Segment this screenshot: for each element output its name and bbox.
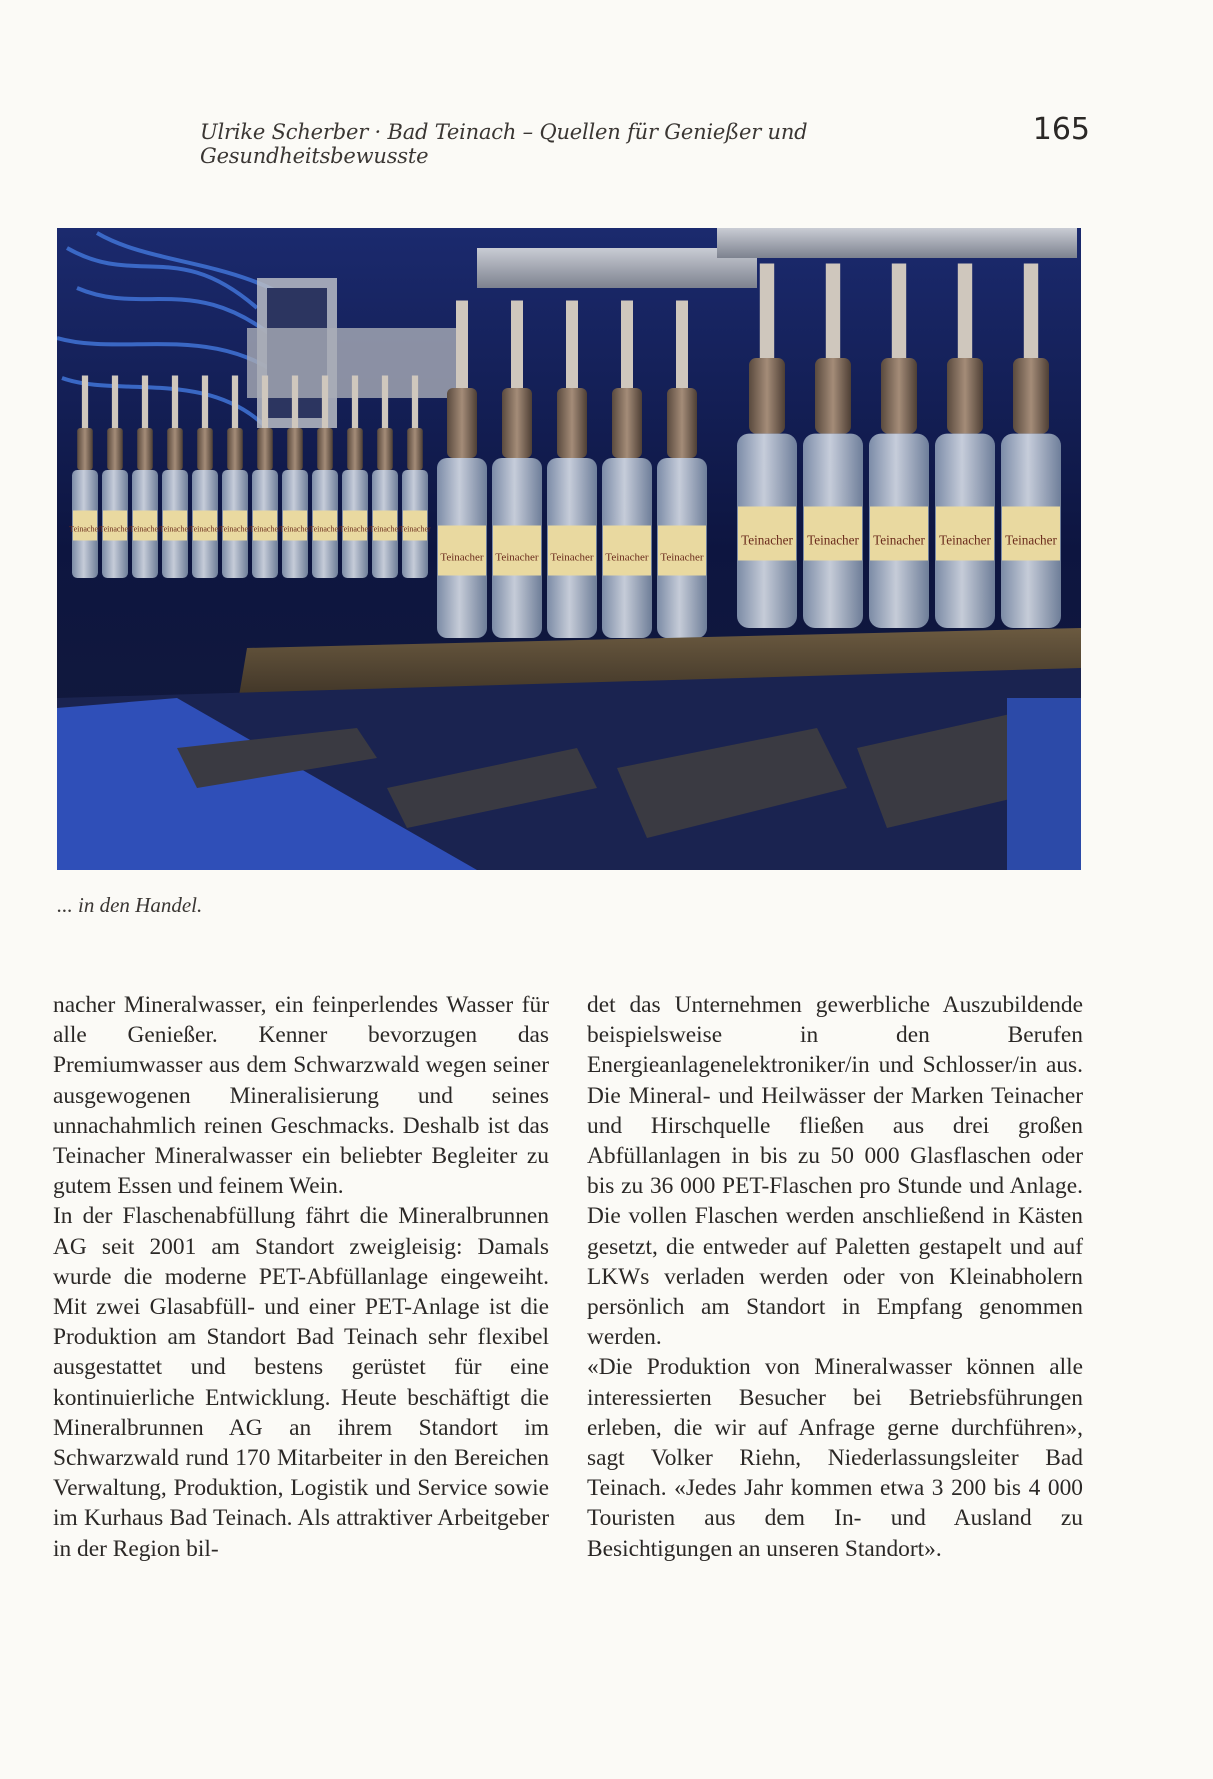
running-title: Ulrike Scherber · Bad Teinach – Quellen für Genießer und Gesundheitsbewusste	[200, 120, 808, 168]
bottle-label-text: Teinacher	[309, 524, 341, 534]
bottle-label-text: Teinacher	[399, 524, 431, 534]
paragraph: nacher Mineralwasser, ein feinperlendes Wasser für alle Genießer. Kenner bevorzugen das Premiumwasser aus dem Schwarzwald wegen seiner ausgewogenen Mineralisierung und seines unnachahmlich reinen Geschmacks. Deshalb ist das Teinacher Mineralwasser ein beliebter Begleiter zu gutem Essen und feinem Wein.	[53, 992, 549, 1200]
text-column-left	[53, 990, 549, 1564]
bottle-label-text: Teinacher	[159, 524, 191, 534]
bottle-label-text: Teinacher	[1005, 532, 1057, 548]
bottle-label-text: Teinacher	[369, 524, 401, 534]
bottling-plant-illustration	[57, 228, 1081, 870]
bottle-label-text: Teinacher	[873, 532, 925, 548]
bottle-label-text: Teinacher	[249, 524, 281, 534]
page-number: 165	[1032, 112, 1090, 147]
paragraph: det das Unternehmen gewerbliche Auszubildende beispielsweise in den Berufen Energieanlagenelektroniker/in und Schlosser/in aus. Die Mineral- und Heilwässer der Marken Teinacher und Hirschquelle fließen aus drei großen Abfüllanlagen in bis zu 50 000 Glasflaschen oder bis zu 36 000 PET-Flaschen pro Stunde und Anlage. Die vollen Flaschen werden anschließend in Kästen gesetzt, die entweder auf Paletten gestapelt und auf LKWs verladen werden oder von Kleinabholern persönlich am Standort in Empfang genommen werden.	[587, 992, 1083, 1351]
bottle-label-text: Teinacher	[939, 532, 991, 548]
bottle-label-text: Teinacher	[440, 551, 484, 564]
bottle-label-text: Teinacher	[129, 524, 161, 534]
bottling-plant-photo	[57, 228, 1081, 870]
bottle-label-text: Teinacher	[99, 524, 131, 534]
bottle-label-text: Teinacher	[495, 551, 539, 564]
bottle-label-text: Teinacher	[69, 524, 101, 534]
bottle-label-text: Teinacher	[189, 524, 221, 534]
gripper-rail-right	[717, 228, 1077, 258]
bottle-label-text: Teinacher	[605, 551, 649, 564]
running-header	[200, 112, 1090, 168]
text-column-right	[587, 990, 1083, 1564]
bottle-label-text: Teinacher	[741, 532, 793, 548]
bottle-label-text: Teinacher	[550, 551, 594, 564]
gripper-rail-top	[477, 248, 757, 288]
bottle-label-text: Teinacher	[219, 524, 251, 534]
photo-caption: ... in den Handel.	[57, 893, 203, 917]
bottle-label-text: Teinacher	[279, 524, 311, 534]
blue-side-panel	[1007, 698, 1081, 870]
paragraph: «Die Produktion von Mineralwasser können alle interessierten Besucher bei Betriebsführungen erleben, die wir auf Anfrage gerne durchführen», sagt Volker Riehn, Niederlassungsleiter Bad Teinach. «Jedes Jahr kommen etwa 3 200 bis 4 000 Touristen aus dem In- und Ausland zu Besichtigungen an unseren Standort».	[587, 1354, 1083, 1562]
paragraph: In der Flaschenabfüllung fährt die Mineralbrunnen AG seit 2001 am Standort zweigleisig: Damals wurde die moderne PET-Abfüllanlage eingeweiht. Mit zwei Glasabfüll- und einer PET-Anlage ist die Produktion am Standort Bad Teinach sehr flexibel ausgestattet und bestens gerüstet für eine kontinuierliche Entwicklung. Heute beschäftigt die Mineralbrunnen AG an ihrem Standort im Schwarzwald rund 170 Mitarbeiter in den Bereichen Verwaltung, Produktion, Logistik und Service sowie im Kurhaus Bad Teinach. Als attraktiver Arbeitgeber in der Region bil-	[53, 1203, 549, 1562]
bottle-label-text: Teinacher	[807, 532, 859, 548]
bottle-label-text: Teinacher	[660, 551, 704, 564]
bottle-label-text: Teinacher	[339, 524, 371, 534]
